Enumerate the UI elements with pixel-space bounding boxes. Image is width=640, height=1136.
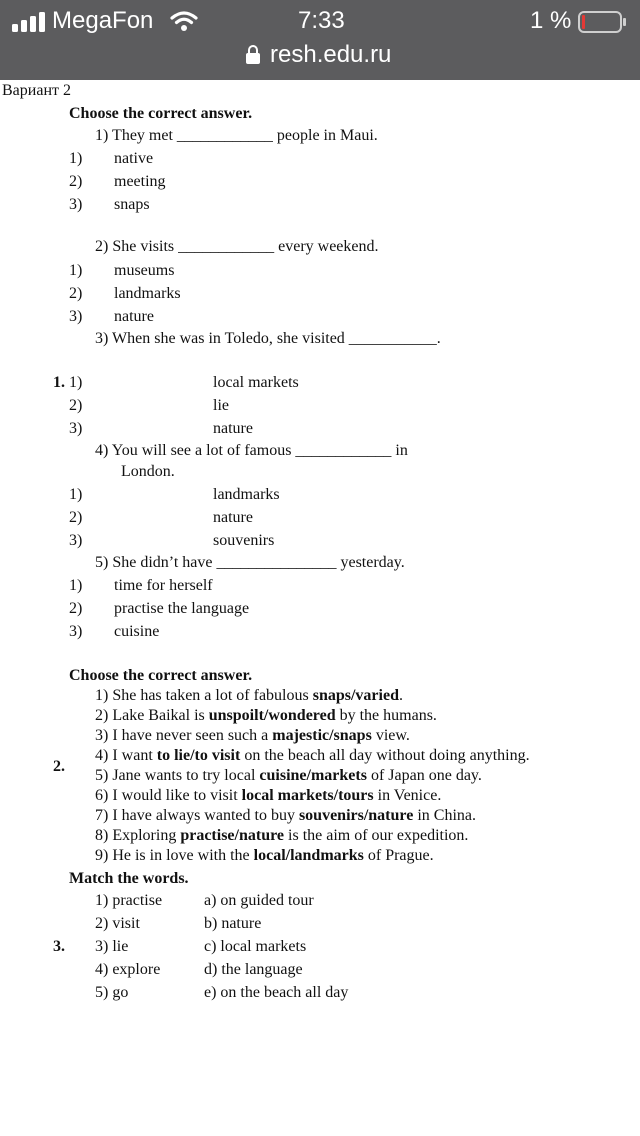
option-number: 1) xyxy=(69,374,83,391)
option: lie xyxy=(213,397,229,414)
option-number: 1) xyxy=(69,577,83,594)
match-right-item: a) on guided tour xyxy=(204,892,314,909)
match-right-item: e) on the beach all day xyxy=(204,984,349,1001)
option: museums xyxy=(114,262,175,279)
option: meeting xyxy=(114,173,166,190)
question: 3) When she was in Toledo, she visited ___________. xyxy=(95,330,441,347)
option: landmarks xyxy=(114,285,181,302)
option-number: 2) xyxy=(69,600,83,617)
sentence: 4) I want to lie/to visit on the beach all day without doing anything. xyxy=(95,747,530,764)
match-left-item: 3) lie xyxy=(95,938,129,955)
match-left-item: 1) practise xyxy=(95,892,163,909)
match-right-item: d) the language xyxy=(204,961,303,978)
section2-heading: Choose the correct answer. xyxy=(69,667,253,684)
section3-number: 3. xyxy=(53,938,65,955)
sentence: 5) Jane wants to try local cuisine/markets of Japan one day. xyxy=(95,767,482,784)
match-left-item: 4) explore xyxy=(95,961,161,978)
option: native xyxy=(114,150,154,167)
carrier-name: MegaFon xyxy=(52,7,154,34)
option: snaps xyxy=(114,196,150,213)
sentence: 1) She has taken a lot of fabulous snaps/varied. xyxy=(95,687,403,704)
option: time for herself xyxy=(114,577,213,594)
sentence: 6) I would like to visit local markets/tours in Venice. xyxy=(95,787,442,804)
option: nature xyxy=(213,509,253,526)
sentence: 8) Exploring practise/nature is the aim of our expedition. xyxy=(95,827,469,844)
sentence: 9) He is in love with the local/landmarks of Prague. xyxy=(95,847,434,864)
section3-heading: Match the words. xyxy=(69,870,189,887)
question: 4) You will see a lot of famous ____________ in xyxy=(95,442,408,459)
question: 2) She visits ____________ every weekend. xyxy=(95,238,379,255)
match-left-item: 5) go xyxy=(95,984,129,1001)
section1-number: 1. xyxy=(53,374,65,391)
option: landmarks xyxy=(213,486,280,503)
option-number: 2) xyxy=(69,173,83,190)
battery-percent: 1 % xyxy=(530,7,572,34)
option: practise the language xyxy=(114,600,250,617)
option: nature xyxy=(213,420,253,437)
option-number: 3) xyxy=(69,308,83,325)
sentence: 2) Lake Baikal is unspoilt/wondered by the humans. xyxy=(95,707,437,724)
option-number: 2) xyxy=(69,397,83,414)
variant-title: Вариант 2 xyxy=(2,82,71,99)
match-left-item: 2) visit xyxy=(95,915,140,932)
option: cuisine xyxy=(114,623,160,640)
clock: 7:33 xyxy=(298,7,345,34)
match-right-item: b) nature xyxy=(204,915,262,932)
option-number: 1) xyxy=(69,486,83,503)
option-number: 2) xyxy=(69,285,83,302)
option-number: 2) xyxy=(69,509,83,526)
option-number: 1) xyxy=(69,262,83,279)
option-number: 3) xyxy=(69,196,83,213)
option-number: 3) xyxy=(69,420,83,437)
option: souvenirs xyxy=(213,532,275,549)
option: nature xyxy=(114,308,154,325)
question-continuation: London. xyxy=(121,463,175,480)
section1-heading: Choose the correct answer. xyxy=(69,105,253,122)
section2-number: 2. xyxy=(53,758,65,775)
match-right-item: c) local markets xyxy=(204,938,307,955)
option-number: 3) xyxy=(69,623,83,640)
question: 1) They met ____________ people in Maui. xyxy=(95,127,378,144)
sentence: 7) I have always wanted to buy souvenirs/nature in China. xyxy=(95,807,476,824)
url-bar[interactable]: resh.edu.ru xyxy=(270,41,392,68)
option-number: 1) xyxy=(69,150,83,167)
sentence: 3) I have never seen such a majestic/snaps view. xyxy=(95,727,410,744)
option: local markets xyxy=(213,374,299,391)
question: 5) She didn’t have _______________ yesterday. xyxy=(95,554,405,571)
option-number: 3) xyxy=(69,532,83,549)
